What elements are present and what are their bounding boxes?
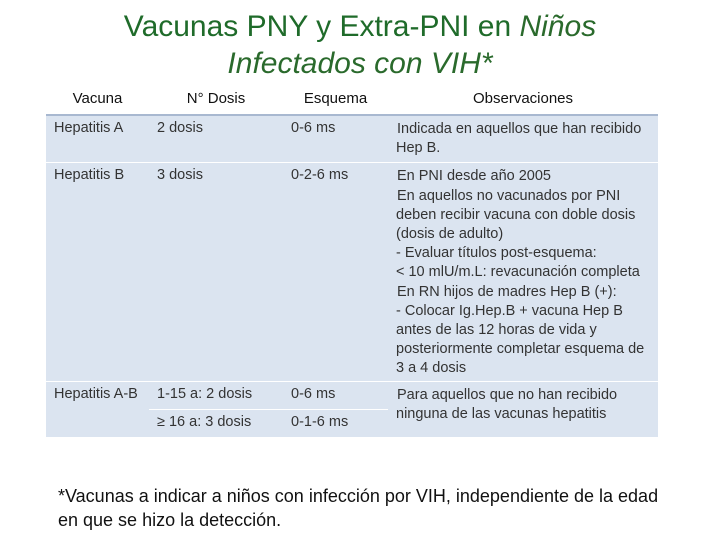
table-row xyxy=(46,163,658,382)
cell-esquema: 0-2-6 ms xyxy=(283,163,388,382)
title-line-1 xyxy=(0,8,720,45)
cell-observaciones xyxy=(388,115,658,163)
title-line-1-text: Vacunas PNY y Extra-PNI en xyxy=(123,10,520,43)
obs-text: En PNI desde año 2005 xyxy=(397,168,551,184)
cell-vacuna: Hepatitis A-B xyxy=(46,382,149,438)
footnote: *Vacunas a indicar a niños con infección por VIH, independiente de la edad en que se hizo la detección. xyxy=(58,486,659,530)
table-header-row xyxy=(46,83,658,115)
cell-dosis: 1-15 a: 2 dosis xyxy=(149,382,283,410)
title-line-2-italic: Infectados con VIH* xyxy=(227,47,493,80)
cell-esquema: 0-6 ms xyxy=(283,382,388,410)
cell-dosis: 3 dosis xyxy=(149,163,283,382)
obs-line xyxy=(396,282,652,302)
cell-esquema: 0-6 ms xyxy=(283,115,388,163)
page-title xyxy=(0,8,720,82)
cell-observaciones xyxy=(388,382,658,438)
header-esquema: Esquema xyxy=(283,83,388,115)
obs-line: < 10 mlU/m.L: revacunación completa xyxy=(396,264,640,280)
obs-line xyxy=(396,186,652,244)
obs-text: Para aquellos que no han recibido ninguna de las vacunas hepatitis xyxy=(396,387,618,422)
cell-vacuna: Hepatitis B xyxy=(46,163,149,382)
header-dosis: N° Dosis xyxy=(149,83,283,115)
cell-esquema: 0-1-6 ms xyxy=(283,410,388,438)
obs-line: - Colocar Ig.Hep.B + vacuna Hep B antes de las 12 horas de vida y posteriormente completar esquema de 3 a 4 dosis xyxy=(396,303,645,376)
obs-line: - Evaluar títulos post-esquema: xyxy=(396,245,597,261)
obs-text: Indicada en aquellos que han recibido Hep B. xyxy=(396,121,642,156)
cell-dosis: ≥ 16 a: 3 dosis xyxy=(149,410,283,438)
cell-vacuna: Hepatitis A xyxy=(46,115,149,163)
obs-text: En RN hijos de madres Hep B (+): xyxy=(397,284,617,300)
table-row xyxy=(46,115,658,163)
vaccine-table xyxy=(46,83,658,438)
obs-line xyxy=(396,166,652,186)
cell-dosis: 2 dosis xyxy=(149,115,283,163)
title-line-2 xyxy=(0,45,720,82)
obs-text: En aquellos no vacunados por PNI deben recibir vacuna con doble dosis (dosis de adulto) xyxy=(396,188,636,242)
title-line-1-italic: Niños xyxy=(519,10,597,43)
cell-observaciones xyxy=(388,163,658,382)
header-observaciones: Observaciones xyxy=(388,83,658,115)
header-vacuna: Vacuna xyxy=(46,83,149,115)
table-row xyxy=(46,382,658,410)
